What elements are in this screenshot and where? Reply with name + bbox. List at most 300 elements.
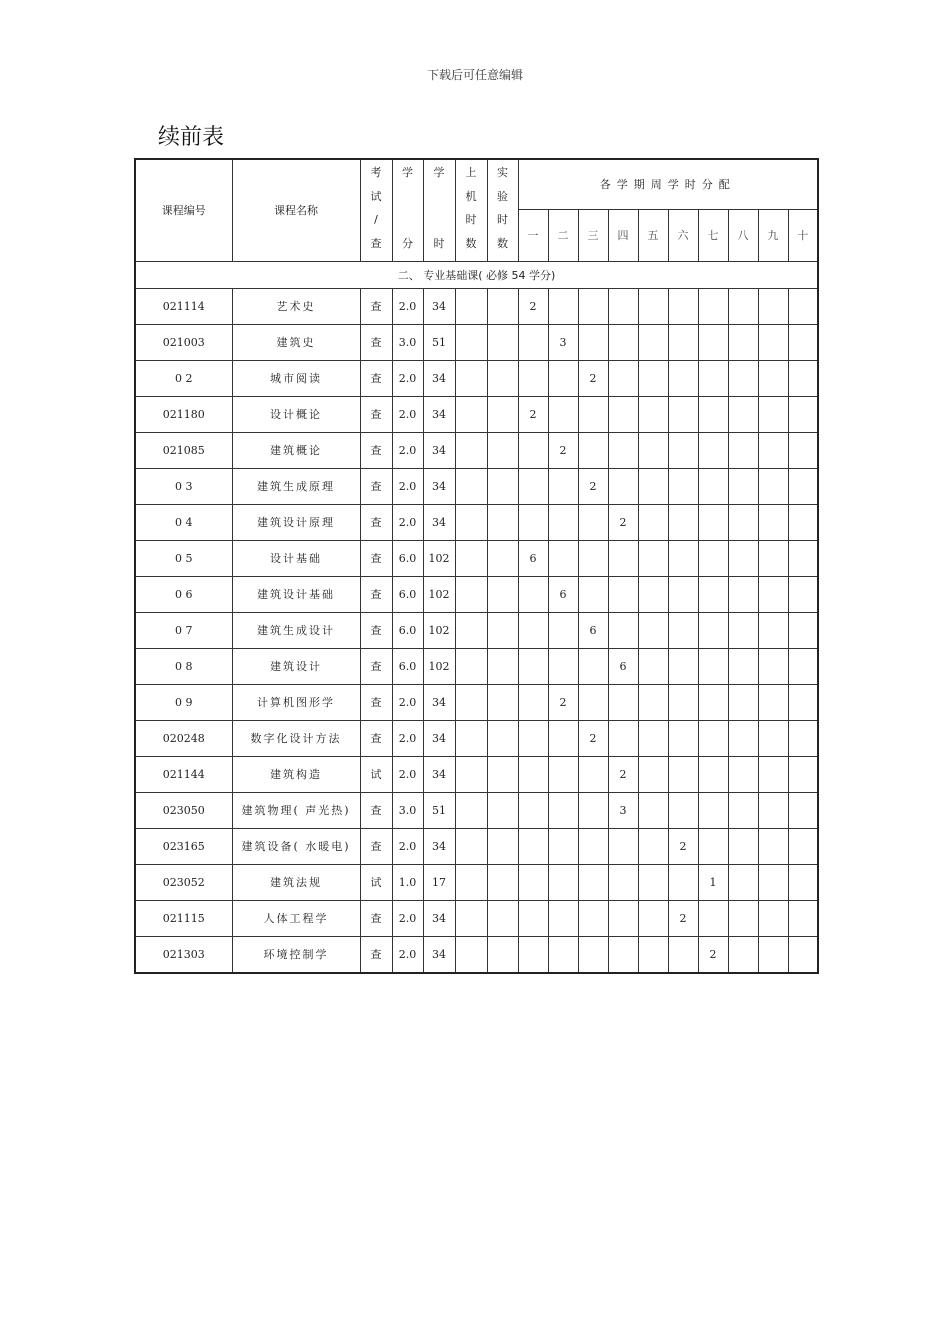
table-row [135,720,818,756]
semester-hours-cell [728,900,758,936]
course-code-cell: 0 8 [135,648,232,684]
semester-hours-cell: 2 [548,684,578,720]
semester-hours-cell [728,828,758,864]
semester-hours-cell [578,576,608,612]
semester-hours-cell [638,864,668,900]
semester-hours-cell [758,432,788,468]
course-name-cell: 建筑设备( 水暖电) [232,828,360,864]
semester-hours-cell [698,432,728,468]
exam-type-cell: 查 [360,468,392,504]
semester-hours-cell [758,900,788,936]
course-name-cell: 计算机图形学 [232,684,360,720]
course-name-cell: 建筑物理( 声光热) [232,792,360,828]
lab-hours-cell [487,540,518,576]
header-credits: 学 分 [392,159,423,261]
semester-hours-cell: 2 [518,396,548,432]
semester-hours-cell [728,576,758,612]
exam-type-cell: 查 [360,792,392,828]
semester-hours-cell [728,468,758,504]
table-row [135,828,818,864]
semester-hours-cell [758,324,788,360]
semester-hours-cell [548,468,578,504]
semester-hours-cell [638,720,668,756]
section-title: 二、 专业基础课( 必修 54 学分) [135,261,818,288]
table-row [135,612,818,648]
exam-type-cell: 查 [360,576,392,612]
semester-hours-cell [638,612,668,648]
semester-hours-cell [638,504,668,540]
header-exam-type: 考 试 / 查 [360,159,392,261]
semester-hours-cell [638,432,668,468]
semester-hours-cell [668,756,698,792]
semester-hours-cell [698,360,728,396]
semester-hours-cell: 6 [548,576,578,612]
exam-type-cell: 查 [360,288,392,324]
computer-hours-cell [455,432,487,468]
table-row [135,900,818,936]
semester-hours-cell [698,324,728,360]
course-code-cell: 021180 [135,396,232,432]
lab-hours-cell [487,288,518,324]
semester-hours-cell: 3 [548,324,578,360]
credit-cell: 2.0 [392,828,423,864]
semester-hours-cell [788,360,818,396]
hours-cell: 102 [423,648,455,684]
header-semester: 六 [668,209,698,261]
header-course-name: 课程名称 [232,159,360,261]
course-code-cell: 0 7 [135,612,232,648]
semester-hours-cell [608,360,638,396]
semester-hours-cell [698,720,728,756]
header-semester: 十 [788,209,818,261]
exam-type-cell: 查 [360,504,392,540]
credit-cell: 2.0 [392,756,423,792]
semester-hours-cell [788,612,818,648]
course-code-cell: 0 2 [135,360,232,396]
hours-cell: 34 [423,396,455,432]
lab-hours-cell [487,396,518,432]
semester-hours-cell: 6 [578,612,608,648]
semester-hours-cell [698,828,728,864]
semester-hours-cell [638,684,668,720]
semester-hours-cell: 3 [608,792,638,828]
hours-cell: 51 [423,324,455,360]
semester-hours-cell [638,648,668,684]
semester-hours-cell [608,720,638,756]
credit-cell: 2.0 [392,504,423,540]
semester-hours-cell [638,324,668,360]
header-course-code: 课程编号 [135,159,232,261]
semester-hours-cell [788,324,818,360]
top-note: 下载后可任意编辑 [426,68,523,82]
semester-hours-cell [698,504,728,540]
semester-hours-cell [788,396,818,432]
semester-hours-cell [608,468,638,504]
credit-cell: 2.0 [392,720,423,756]
semester-hours-cell [518,864,548,900]
semester-hours-cell: 6 [518,540,548,576]
semester-hours-cell [608,432,638,468]
semester-hours-cell [788,756,818,792]
semester-hours-cell [548,612,578,648]
exam-type-cell: 查 [360,684,392,720]
semester-hours-cell [758,648,788,684]
semester-hours-cell [638,360,668,396]
credit-cell: 6.0 [392,648,423,684]
course-code-cell: 0 9 [135,684,232,720]
computer-hours-cell [455,936,487,973]
course-name-cell: 建筑设计 [232,648,360,684]
semester-hours-cell [608,540,638,576]
credit-cell: 6.0 [392,576,423,612]
semester-hours-cell [518,648,548,684]
semester-hours-cell [608,288,638,324]
course-name-cell: 建筑设计原理 [232,504,360,540]
semester-hours-cell: 2 [578,360,608,396]
semester-hours-cell: 1 [698,864,728,900]
credit-cell: 6.0 [392,540,423,576]
semester-hours-cell [518,720,548,756]
page-title: 续前表 [158,125,225,150]
table-row [135,396,818,432]
semester-hours-cell [608,900,638,936]
semester-hours-cell [788,936,818,973]
lab-hours-cell [487,324,518,360]
credit-cell: 2.0 [392,432,423,468]
semester-hours-cell [518,900,548,936]
table-row [135,756,818,792]
exam-type-cell: 查 [360,396,392,432]
semester-hours-cell [728,360,758,396]
computer-hours-cell [455,648,487,684]
semester-hours-cell [758,792,788,828]
semester-hours-cell [758,756,788,792]
hours-cell: 34 [423,360,455,396]
semester-hours-cell [608,684,638,720]
course-name-cell: 艺术史 [232,288,360,324]
semester-hours-cell [758,612,788,648]
semester-hours-cell [578,540,608,576]
course-code-cell: 0 5 [135,540,232,576]
semester-hours-cell [548,792,578,828]
computer-hours-cell [455,828,487,864]
course-name-cell: 数字化设计方法 [232,720,360,756]
hours-cell: 102 [423,612,455,648]
semester-hours-cell [758,684,788,720]
semester-hours-cell [668,360,698,396]
semester-hours-cell [638,792,668,828]
hours-cell: 34 [423,684,455,720]
course-code-cell: 021303 [135,936,232,973]
semester-hours-cell [788,828,818,864]
semester-hours-cell [578,396,608,432]
table-row [135,576,818,612]
semester-hours-cell [728,864,758,900]
credit-cell: 2.0 [392,468,423,504]
semester-hours-cell [518,504,548,540]
semester-hours-cell [638,468,668,504]
semester-hours-cell [518,324,548,360]
semester-hours-cell [548,504,578,540]
lab-hours-cell [487,360,518,396]
semester-hours-cell [638,540,668,576]
semester-hours-cell [518,792,548,828]
semester-hours-cell [518,432,548,468]
semester-hours-cell [788,792,818,828]
semester-hours-cell [548,756,578,792]
header-computer-hours: 上 机 时 数 [455,159,487,261]
exam-type-cell: 试 [360,864,392,900]
semester-hours-cell [788,288,818,324]
course-name-cell: 人体工程学 [232,900,360,936]
computer-hours-cell [455,504,487,540]
semester-hours-cell [638,576,668,612]
credit-cell: 1.0 [392,864,423,900]
semester-hours-cell [638,396,668,432]
semester-hours-cell [548,864,578,900]
semester-hours-cell [698,756,728,792]
header-semester: 三 [578,209,608,261]
lab-hours-cell [487,720,518,756]
semester-hours-cell [548,936,578,973]
computer-hours-cell [455,612,487,648]
semester-hours-cell [668,576,698,612]
hours-cell: 34 [423,936,455,973]
semester-hours-cell [638,288,668,324]
course-code-cell: 021114 [135,288,232,324]
semester-hours-cell [698,540,728,576]
computer-hours-cell [455,720,487,756]
semester-hours-cell [668,468,698,504]
computer-hours-cell [455,684,487,720]
course-name-cell: 环境控制学 [232,936,360,973]
header-lab-hours: 实 验 时 数 [487,159,518,261]
exam-type-cell: 试 [360,756,392,792]
semester-hours-cell [548,540,578,576]
semester-hours-cell [518,936,548,973]
lab-hours-cell [487,756,518,792]
semester-hours-cell [518,360,548,396]
semester-hours-cell [518,576,548,612]
computer-hours-cell [455,288,487,324]
table-row [135,288,818,324]
hours-cell: 102 [423,540,455,576]
semester-hours-cell [728,756,758,792]
lab-hours-cell [487,864,518,900]
semester-hours-cell [758,396,788,432]
semester-hours-cell [608,324,638,360]
header-semester: 七 [698,209,728,261]
computer-hours-cell [455,864,487,900]
semester-hours-cell: 2 [578,720,608,756]
table-row [135,684,818,720]
exam-type-cell: 查 [360,612,392,648]
semester-hours-cell [698,684,728,720]
credit-cell: 3.0 [392,792,423,828]
exam-type-cell: 查 [360,648,392,684]
hours-cell: 34 [423,756,455,792]
semester-hours-cell [578,684,608,720]
semester-hours-cell [788,864,818,900]
semester-hours-cell [788,468,818,504]
semester-hours-cell [668,936,698,973]
semester-hours-cell [578,432,608,468]
semester-hours-cell [728,396,758,432]
semester-hours-cell [668,540,698,576]
course-code-cell: 023165 [135,828,232,864]
semester-hours-cell [578,648,608,684]
semester-hours-cell [578,756,608,792]
course-name-cell: 建筑史 [232,324,360,360]
hours-cell: 102 [423,576,455,612]
course-name-cell: 建筑法规 [232,864,360,900]
semester-hours-cell [578,828,608,864]
computer-hours-cell [455,756,487,792]
semester-hours-cell: 6 [608,648,638,684]
semester-hours-cell [548,720,578,756]
semester-hours-cell [608,828,638,864]
semester-hours-cell [698,396,728,432]
semester-hours-cell [668,288,698,324]
hours-cell: 34 [423,432,455,468]
course-code-cell: 023050 [135,792,232,828]
semester-hours-cell [518,468,548,504]
semester-hours-cell [668,720,698,756]
semester-hours-cell [728,324,758,360]
semester-hours-cell [668,504,698,540]
computer-hours-cell [455,540,487,576]
exam-type-cell: 查 [360,432,392,468]
semester-hours-cell [728,684,758,720]
semester-hours-cell [608,396,638,432]
header-semester: 九 [758,209,788,261]
computer-hours-cell [455,792,487,828]
course-name-cell: 建筑概论 [232,432,360,468]
semester-hours-cell [638,756,668,792]
course-code-cell: 0 3 [135,468,232,504]
table-row [135,468,818,504]
course-name-cell: 建筑生成原理 [232,468,360,504]
semester-hours-cell [758,288,788,324]
course-name-cell: 建筑设计基础 [232,576,360,612]
hours-cell: 17 [423,864,455,900]
semester-hours-cell: 2 [518,288,548,324]
computer-hours-cell [455,396,487,432]
semester-hours-cell [728,792,758,828]
semester-hours-cell: 2 [668,828,698,864]
semester-hours-cell [788,684,818,720]
header-semester: 八 [728,209,758,261]
table-row [135,540,818,576]
curriculum-table [134,158,819,974]
semester-hours-cell [578,936,608,973]
course-code-cell: 021003 [135,324,232,360]
semester-hours-cell [758,468,788,504]
course-code-cell: 023052 [135,864,232,900]
lab-hours-cell [487,576,518,612]
semester-hours-cell [758,504,788,540]
semester-hours-cell [698,468,728,504]
semester-hours-cell [698,648,728,684]
semester-hours-cell [668,648,698,684]
semester-hours-cell [548,396,578,432]
semester-hours-cell [668,864,698,900]
table-row [135,360,818,396]
semester-hours-cell [518,756,548,792]
credit-cell: 6.0 [392,612,423,648]
table-row [135,504,818,540]
credit-cell: 2.0 [392,900,423,936]
header-semester: 五 [638,209,668,261]
semester-hours-cell [788,900,818,936]
semester-hours-cell [548,648,578,684]
exam-type-cell: 查 [360,900,392,936]
computer-hours-cell [455,900,487,936]
semester-hours-cell [758,576,788,612]
exam-type-cell: 查 [360,936,392,973]
computer-hours-cell [455,468,487,504]
semester-hours-cell [608,576,638,612]
semester-hours-cell [668,792,698,828]
hours-cell: 34 [423,720,455,756]
course-code-cell: 020248 [135,720,232,756]
semester-hours-cell: 2 [608,756,638,792]
lab-hours-cell [487,432,518,468]
semester-hours-cell: 2 [578,468,608,504]
lab-hours-cell [487,936,518,973]
lab-hours-cell [487,504,518,540]
semester-hours-cell [638,828,668,864]
semester-hours-cell [668,432,698,468]
hours-cell: 34 [423,828,455,864]
semester-hours-cell [728,504,758,540]
semester-hours-cell [518,684,548,720]
course-code-cell: 021115 [135,900,232,936]
semester-hours-cell [548,900,578,936]
semester-hours-cell [788,504,818,540]
credit-cell: 2.0 [392,396,423,432]
semester-hours-cell [758,360,788,396]
course-code-cell: 0 6 [135,576,232,612]
course-code-cell: 021085 [135,432,232,468]
semester-hours-cell [728,288,758,324]
semester-hours-cell [698,900,728,936]
semester-hours-cell: 2 [668,900,698,936]
semester-hours-cell: 2 [698,936,728,973]
semester-hours-cell [698,288,728,324]
credit-cell: 3.0 [392,324,423,360]
credit-cell: 2.0 [392,360,423,396]
course-name-cell: 城市阅读 [232,360,360,396]
semester-hours-cell [758,828,788,864]
semester-hours-cell [578,504,608,540]
header-semester: 四 [608,209,638,261]
semester-hours-cell [638,936,668,973]
computer-hours-cell [455,360,487,396]
semester-hours-cell [728,540,758,576]
semester-hours-cell [578,864,608,900]
table-row [135,936,818,973]
hours-cell: 34 [423,900,455,936]
course-code-cell: 0 4 [135,504,232,540]
semester-hours-cell [548,828,578,864]
semester-hours-cell [728,936,758,973]
semester-hours-cell [728,648,758,684]
exam-type-cell: 查 [360,720,392,756]
semester-hours-cell [788,432,818,468]
semester-hours-cell [728,612,758,648]
semester-hours-cell [578,900,608,936]
